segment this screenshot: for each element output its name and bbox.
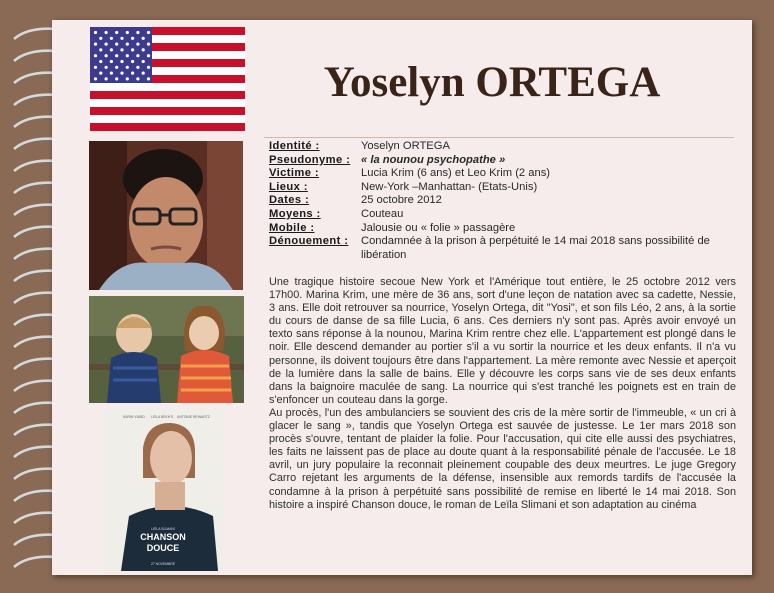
flag-star [94,66,97,69]
film-poster [103,408,223,571]
flag-star [126,43,129,46]
fact-outcome [269,235,731,262]
flag-stripe [90,99,245,107]
flag-star [120,48,123,51]
flag-star [110,72,113,75]
fact-value: « la nounou psychopathe » [361,153,506,166]
fact-value: 25 octobre 2012 [361,194,442,207]
fact-motive [269,222,731,236]
flag-star [99,48,102,51]
poster-actor-1: KARIN VIARD [123,415,145,419]
poster-actor-2: LEÏLA BEKHTI [151,415,174,419]
flag-star [142,37,145,40]
story-paragraph-1: Une tragique histoire secoue New York et l'Amérique tout entière, le 25 octobre 2012 vers 17h00. Marina Krim, une mère de 36 ans, sort d'une leçon de natation avec sa cadette, Nessie, 3 ans. Elle doit retrouver sa nourrice, Yoselyn Ortega, dit "Yosi", et son fils Léo, 2 ans, à la sortie du cours de danse de sa fille Lucia, 6 ans. Ces derniers n'y sont pas. Après avoir envoyé un texto sans réponse à la nounou, Marina Krim rentre chez elle. L'appartement est plongé dans le noir. Elle descend demander au portier s'il a vu sortir la nourrice et les deux enfants. Il n'a vu personne, ils doivent toujours être dans l'appartement. La mère remonte avec Nessie et aperçoit de la lumière dans la salle de bains. Elle y découvre les corps sans vie de ses deux enfants dans la baignoire maculée de sang. La nourrice qui s'est tranché les poignets est en train de s'enfoncer un couteau dans la gorge. [269,276,736,406]
poster-title-line2: DOUCE [146,543,180,553]
flag-star [120,60,123,63]
fact-value: Yoselyn ORTEGA [361,140,450,152]
flag-star [94,54,97,57]
flag-star [136,66,139,69]
flag-star [115,43,118,46]
flag-star [115,31,118,34]
flag-star [110,48,113,51]
flag-star [110,37,113,40]
story-text [269,276,736,512]
flag-star [142,48,145,51]
flag-stripe [90,91,245,99]
fact-sheet [269,140,731,262]
flag-star [131,48,134,51]
flag-star [94,31,97,34]
flag-star [136,31,139,34]
flag-star [147,77,150,80]
flag-star [131,60,134,63]
fact-label: Identité : [269,140,320,152]
fact-identity [269,140,731,154]
fact-label: Pseudonyme : [269,153,351,166]
us-flag-icon [90,27,245,131]
story-paragraph-2: Au procès, l'un des ambulanciers se souvient des cris de la mère sortir de l'immeuble, « un cri à glacer le sang », tandis que Yoselyn Ortega est sauvée de justesse. Le 1er mars 2018 son procès s'ouvre, tentant de plaider la folie. Pour l'accusation, qui cite elle aussi des psychiatres, les faits ne laissent pas de place au doute quant à la responsabilité pénale de l'accusée. Le 18 avril, un jury populaire la reconnait pleinement coupable des deux meurtres. Le juge Gregory Carro rejetant les arguments de la défense, insensible aux remords tardifs de l'accusée la condamne à la prison à perpétuité sans possibilité de remise en liberté le 14 mai 2018. Son histoire a inspiré Chanson douce, le roman de Leïla Slimani et son adaptation au cinéma [269,406,736,511]
flag-star [105,43,108,46]
fact-label: Dates : [269,194,310,207]
flag-star [126,77,129,80]
flag-star [110,60,113,63]
flag-star [142,72,145,75]
flag-star [105,77,108,80]
fact-dates [269,194,731,208]
flag-star [99,72,102,75]
fact-value: Lucia Krim (6 ans) et Leo Krim (2 ans) [361,167,551,180]
flag-star [99,60,102,63]
flag-star [120,37,123,40]
fact-victim [269,167,731,181]
poster-title-line1: CHANSON [140,532,186,542]
flag-stripe [90,107,245,115]
fact-value: Couteau [361,207,404,220]
poster-credit: LEÏLA SLIMANI [151,527,175,531]
flag-star [142,60,145,63]
flag-star [115,54,118,57]
flag-star [126,31,129,34]
fact-label: Victime : [269,167,320,180]
title-divider [264,137,734,138]
flag-star [115,66,118,69]
flag-star [131,37,134,40]
poster-release: 27 NOVEMBRE [150,562,176,566]
flag-star [147,66,150,69]
flag-star [147,31,150,34]
fact-label: Dénouement : [269,235,349,248]
fact-pseudonym [269,154,731,168]
flag-stripe [90,123,245,131]
flag-star [105,31,108,34]
portrait-photo [89,141,243,290]
flag-star [94,43,97,46]
fact-label: Lieux : [269,180,308,193]
flag-star [136,77,139,80]
flag-star [99,37,102,40]
poster-actor-3: ANTOINE REINARTZ [177,415,210,419]
flag-star [105,54,108,57]
flag-stripe [90,83,245,91]
flag-star [147,43,150,46]
flag-stripe [90,115,245,123]
fact-value: Condamnée à la prison à perpétuité le 14 mai 2018 sans possibilité de libération [361,235,710,261]
flag-star [105,66,108,69]
page-title: Yoselyn ORTEGA [323,59,661,106]
fact-label: Mobile : [269,221,315,234]
fact-places [269,181,731,195]
flag-star [126,66,129,69]
fact-value: Jalousie ou « folie » passagère [361,221,516,234]
flag-star [131,72,134,75]
flag-star [136,54,139,57]
flag-star [126,54,129,57]
flag-star [120,72,123,75]
fact-label: Moyens : [269,207,321,220]
flag-star [115,77,118,80]
fact-means [269,208,731,222]
children-photo [89,296,244,403]
fact-value: New-York –Manhattan- (Etats-Unis) [361,180,538,193]
flag-star [147,54,150,57]
flag-star [136,43,139,46]
flag-star [94,77,97,80]
